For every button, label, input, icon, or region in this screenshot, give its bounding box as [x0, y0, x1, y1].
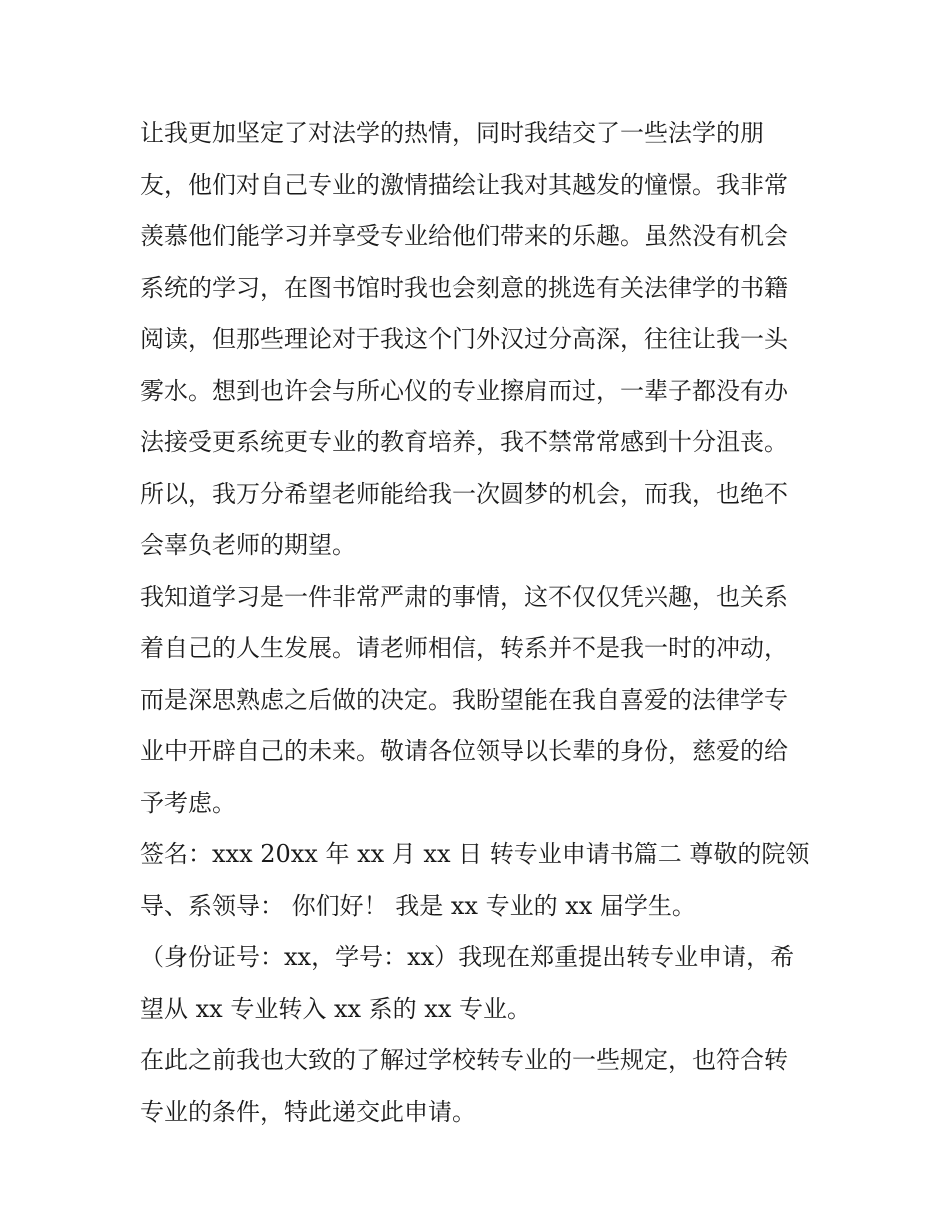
text-line: 会辜负老师的期望。	[140, 531, 356, 559]
document-body	[140, 108, 820, 1138]
text-line: 望从 xx 专业转入 xx 系的 xx 专业。	[140, 994, 531, 1023]
text-line: 在此之前我也大致的了解过学校转专业的一些规定，也符合转	[140, 1046, 788, 1074]
text-line: 而是深思熟虑之后做的决定。我盼望能在我自喜爱的法律学专	[140, 685, 788, 714]
text-line: 系统的学习，在图书馆时我也会刻意的挑选有关法律学的书籍	[140, 273, 788, 302]
text-line: 雾水。想到也许会与所心仪的专业擦肩而过，一辈子都没有办	[140, 376, 788, 405]
text-line: 业中开辟自己的未来。敬请各位领导以长辈的身份，慈爱的给	[140, 737, 788, 765]
text-line: 着自己的人生发展。请老师相信，转系并不是我一时的冲动，	[140, 634, 788, 662]
text-line: 让我更加坚定了对法学的热情，同时我结交了一些法学的朋	[140, 119, 764, 147]
text-line: 阅读，但那些理论对于我这个门外汉过分高深，往往让我一头	[140, 325, 788, 353]
text-line: 专业的条件，特此递交此申请。	[140, 1097, 476, 1126]
text-line: 所以，我万分希望老师能给我一次圆梦的机会，而我，也绝不	[140, 479, 788, 508]
text-line: （身份证号：xx，学号：xx）我现在郑重提出转专业申请，希	[140, 943, 795, 971]
greeting-line: 导、系领导： 你们好！ 我是 xx 专业的 xx 届学生。	[140, 891, 696, 920]
text-line: 法接受更系统更专业的教育培养，我不禁常常感到十分沮丧。	[140, 428, 788, 456]
text-line: 友，他们对自己专业的激情描绘让我对其越发的憧憬。我非常	[140, 170, 788, 199]
signature-line: 签名：xxx 20xx 年 xx 月 xx 日 转专业申请书篇二 尊敬的院领	[140, 840, 810, 868]
text-line: 羡慕他们能学习并享受专业给他们带来的乐趣。虽然没有机会	[140, 222, 788, 250]
text-line: 我知道学习是一件非常严肃的事情，这不仅仅凭兴趣，也关系	[140, 582, 788, 611]
text-line: 予考虑。	[140, 788, 236, 817]
